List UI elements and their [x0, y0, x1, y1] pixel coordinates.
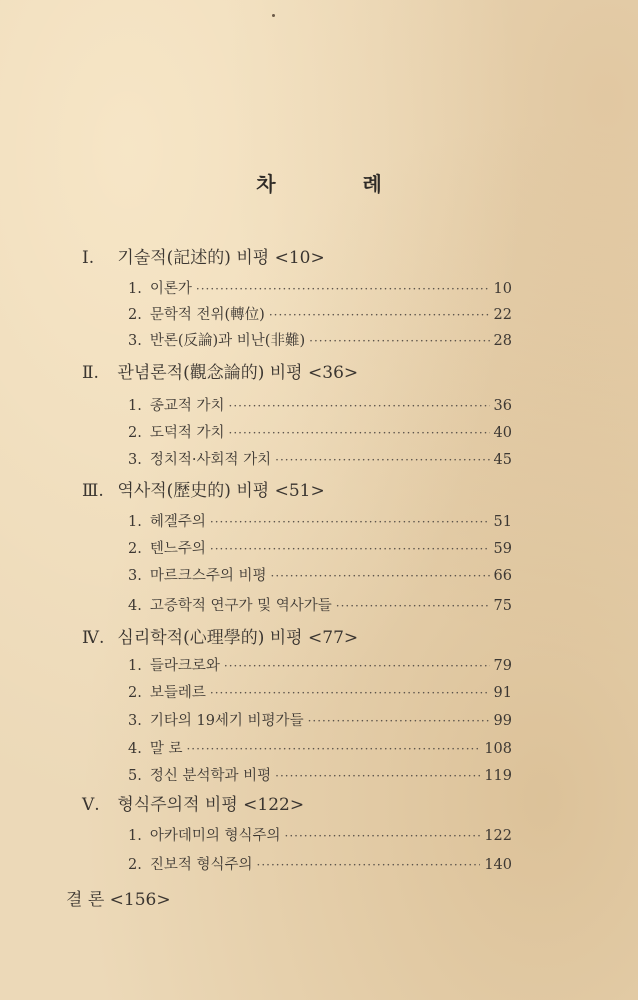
entry-number: 3.: [128, 568, 142, 584]
entry-number: 2.: [128, 307, 142, 323]
entry-page: 10: [493, 281, 512, 297]
toc-entry: [128, 394, 512, 415]
toc-entry: [128, 448, 512, 469]
chapter-page: <10>: [274, 248, 325, 268]
dot-leader: [309, 334, 489, 348]
entry-page: 91: [493, 685, 512, 701]
entry-title: 반론(反論)과 비난(非難): [149, 333, 306, 349]
chapter-number: Ⅱ.: [82, 363, 99, 383]
dot-leader: [275, 453, 489, 467]
toc-entry: [128, 594, 512, 615]
dot-leader: [308, 714, 490, 728]
entry-page: 119: [484, 768, 512, 784]
chapter-page: <77>: [308, 628, 359, 648]
chapter-title: 역사적(歷史的) 비평: [117, 481, 270, 501]
dot-leader: [186, 742, 480, 756]
dot-leader: [257, 858, 481, 872]
chapter-page: <51>: [274, 481, 325, 501]
chapter-number: Ⅴ.: [82, 795, 100, 815]
toc-entry: [128, 737, 512, 758]
toc-entry: [128, 510, 512, 531]
entry-title: 정치적·사회적 가치: [149, 452, 272, 468]
entry-title: 문학적 전위(轉位): [149, 307, 265, 323]
entry-title: 기타의 19세기 비평가들: [149, 713, 304, 729]
entry-title: 정신 분석학과 비평: [149, 768, 272, 784]
toc-entry: [128, 421, 512, 442]
entry-number: 1.: [128, 514, 142, 530]
entry-number: 2.: [128, 425, 142, 441]
chapter-heading: [82, 358, 358, 383]
entry-number: 1.: [128, 281, 142, 297]
toc-entry: [128, 303, 512, 324]
entry-number: 3.: [128, 333, 142, 349]
chapter-heading: [82, 790, 304, 815]
dot-leader: [271, 569, 490, 583]
toc-entry: [128, 681, 512, 702]
ink-speck: [272, 14, 275, 17]
entry-title: 들라크로와: [149, 658, 220, 674]
toc-entry: [128, 824, 512, 845]
entry-title: 보들레르: [149, 685, 206, 701]
chapter-heading: [82, 476, 325, 501]
dot-leader: [224, 659, 490, 673]
chapter-number: Ⅳ.: [82, 628, 105, 648]
entry-page: 108: [484, 741, 512, 757]
dot-leader: [210, 542, 490, 556]
entry-number: 5.: [128, 768, 142, 784]
chapter-number: Ⅰ.: [82, 248, 95, 268]
toc-entry: [128, 277, 512, 298]
chapter-page: <36>: [308, 363, 359, 383]
conclusion-page: <156>: [109, 890, 171, 910]
chapter-number: Ⅲ.: [82, 481, 104, 501]
entry-number: 2.: [128, 541, 142, 557]
entry-title: 헤겔주의: [149, 514, 206, 530]
chapter-heading: [82, 623, 358, 648]
entry-page: 59: [493, 541, 512, 557]
entry-number: 4.: [128, 741, 142, 757]
page-title: 차 례: [256, 172, 422, 196]
entry-title: 말 로: [149, 741, 183, 757]
dot-leader: [336, 599, 490, 613]
entry-number: 1.: [128, 828, 142, 844]
chapter-title: 관념론적(觀念論的) 비평: [117, 363, 303, 383]
dot-leader: [275, 769, 480, 783]
dot-leader: [196, 282, 490, 296]
entry-number: 1.: [128, 658, 142, 674]
entry-page: 99: [493, 713, 512, 729]
entry-title: 마르크스주의 비평: [149, 568, 267, 584]
entry-title: 아카데미의 형식주의: [149, 828, 281, 844]
entry-number: 4.: [128, 598, 142, 614]
toc-entry: [128, 329, 512, 350]
entry-title: 종교적 가치: [149, 398, 225, 414]
dot-leader: [210, 515, 490, 529]
entry-page: 122: [484, 828, 512, 844]
conclusion-title: 결 론: [66, 890, 105, 910]
dot-leader: [269, 308, 490, 322]
toc-entry: [128, 564, 512, 585]
entry-title: 이론가: [149, 281, 192, 297]
entry-title: 진보적 형식주의: [149, 857, 253, 873]
entry-number: 3.: [128, 452, 142, 468]
entry-title: 도덕적 가치: [149, 425, 225, 441]
entry-number: 2.: [128, 857, 142, 873]
dot-leader: [285, 829, 481, 843]
toc-entry: [128, 654, 512, 675]
entry-title: 고증학적 연구가 및 역사가들: [149, 598, 332, 614]
toc-entry: [128, 537, 512, 558]
dot-leader: [210, 686, 490, 700]
entry-page: 28: [493, 333, 512, 349]
dot-leader: [229, 399, 490, 413]
dot-leader: [229, 426, 490, 440]
toc-entry: [128, 709, 512, 730]
entry-page: 51: [493, 514, 512, 530]
entry-page: 22: [493, 307, 512, 323]
toc-entry: [128, 764, 512, 785]
entry-number: 2.: [128, 685, 142, 701]
entry-page: 140: [484, 857, 512, 873]
entry-page: 45: [493, 452, 512, 468]
chapter-page: <122>: [243, 795, 305, 815]
chapter-heading: [82, 243, 325, 268]
entry-page: 66: [493, 568, 512, 584]
entry-title: 텐느주의: [149, 541, 206, 557]
entry-number: 3.: [128, 713, 142, 729]
toc-entry: [128, 853, 512, 874]
entry-page: 40: [493, 425, 512, 441]
chapter-title: 형식주의적 비평: [117, 795, 238, 815]
entry-page: 79: [493, 658, 512, 674]
chapter-title: 심리학적(心理學的) 비평: [117, 628, 303, 648]
entry-number: 1.: [128, 398, 142, 414]
entry-page: 75: [493, 598, 512, 614]
entry-page: 36: [493, 398, 512, 414]
conclusion-heading: [66, 885, 171, 910]
chapter-title: 기술적(記述的) 비평: [117, 248, 270, 268]
